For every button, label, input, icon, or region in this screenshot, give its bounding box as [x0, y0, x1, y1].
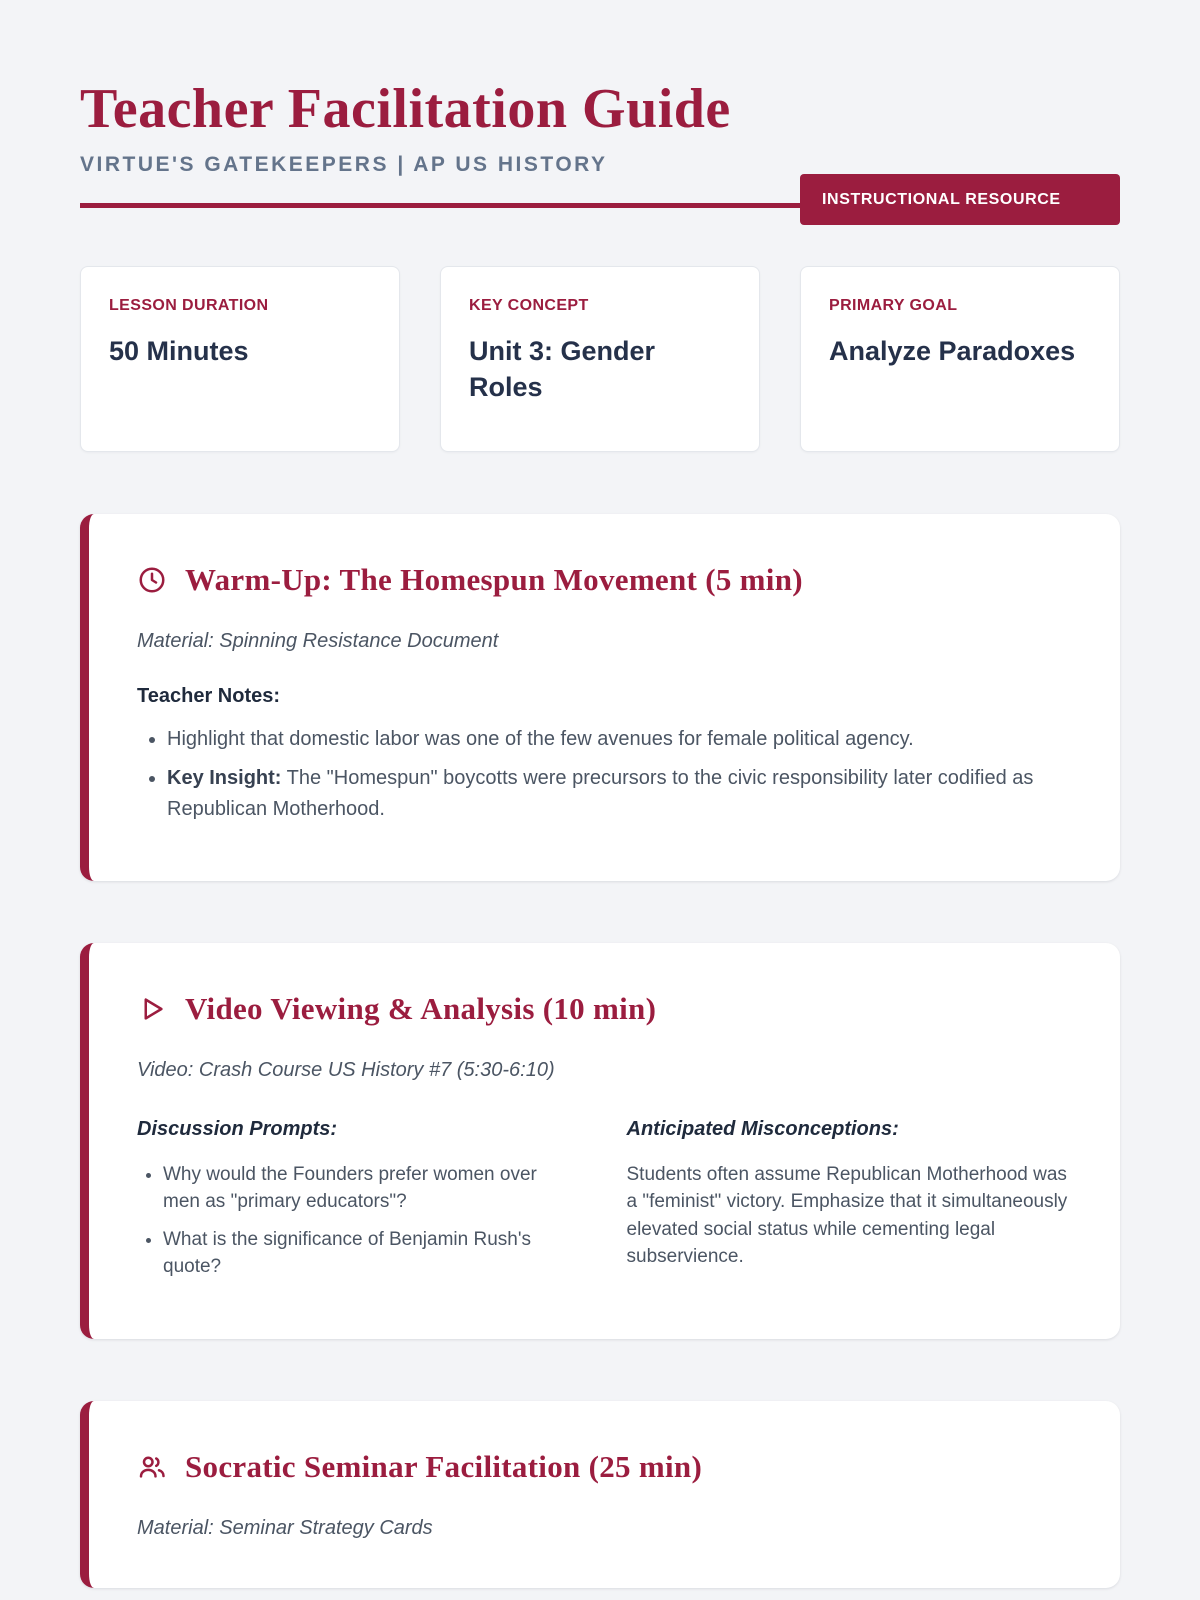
resource-badge: INSTRUCTIONAL RESOURCE — [800, 174, 1120, 225]
list-item — [167, 724, 1068, 755]
bullet-text: Highlight that domestic labor was one of the few avenues for female political agency. — [167, 727, 914, 750]
section-video — [80, 943, 1120, 1339]
info-card-value: Unit 3: Gender Roles — [469, 335, 656, 403]
teacher-notes-heading: Teacher Notes: — [137, 684, 281, 707]
teacher-notes-list — [137, 724, 1068, 825]
section-title-row — [137, 562, 1068, 598]
info-cards — [80, 266, 1120, 452]
page-subtitle: VIRTUE'S GATEKEEPERS | AP US HISTORY — [80, 152, 608, 176]
bullet-text: The "Homespun" boycotts were precursors to the civic responsibility later codified as Republican Motherhood. — [167, 766, 1034, 820]
column-heading: Anticipated Misconceptions: — [626, 1117, 899, 1140]
clock-icon — [137, 565, 167, 595]
header — [80, 78, 1120, 208]
info-card-duration — [80, 266, 400, 452]
play-icon — [137, 994, 167, 1024]
list-item: • What is the significance of Benjamin Rush's quote? — [163, 1226, 579, 1281]
section-title-row — [137, 1449, 1068, 1485]
misconceptions-column — [627, 1118, 1069, 1291]
material-line: Material: Spinning Resistance Document — [137, 629, 499, 652]
section-title: Socratic Seminar Facilitation (25 min) — [185, 1448, 703, 1484]
info-card-value: 50 Minutes — [109, 335, 249, 366]
page-title: Teacher Facilitation Guide — [80, 78, 731, 140]
info-card-label: LESSON DURATION — [109, 296, 269, 314]
info-card-value: Analyze Paradoxes — [829, 335, 1076, 366]
material-line: Material: Seminar Strategy Cards — [137, 1516, 433, 1539]
column-heading: Discussion Prompts: — [137, 1117, 338, 1140]
material-line: Video: Crash Course US History #7 (5:30-6:10) — [137, 1058, 555, 1081]
section-title: Warm-Up: The Homespun Movement (5 min) — [185, 561, 803, 597]
list-item: • Why would the Founders prefer women over men as "primary educators"? — [163, 1161, 579, 1216]
discussion-prompts-column — [137, 1118, 579, 1291]
info-card-goal — [800, 266, 1120, 452]
people-icon — [137, 1452, 167, 1482]
info-card-concept — [440, 266, 760, 452]
section-seminar — [80, 1401, 1120, 1588]
section-title: Video Viewing & Analysis (10 min) — [185, 990, 657, 1026]
misconceptions-text: Students often assume Republican Motherhood was a "feminist" victory. Emphasize that it simultaneously elevated social status while cementing legal subservience. — [626, 1163, 1068, 1268]
video-columns — [137, 1118, 1068, 1291]
info-card-label: KEY CONCEPT — [469, 296, 589, 314]
discussion-prompts-list — [137, 1161, 579, 1281]
info-card-label: PRIMARY GOAL — [829, 296, 958, 314]
list-item — [167, 763, 1068, 825]
section-title-row — [137, 991, 1068, 1027]
section-warmup — [80, 514, 1120, 881]
bullet-lead: Key Insight: — [167, 766, 282, 789]
